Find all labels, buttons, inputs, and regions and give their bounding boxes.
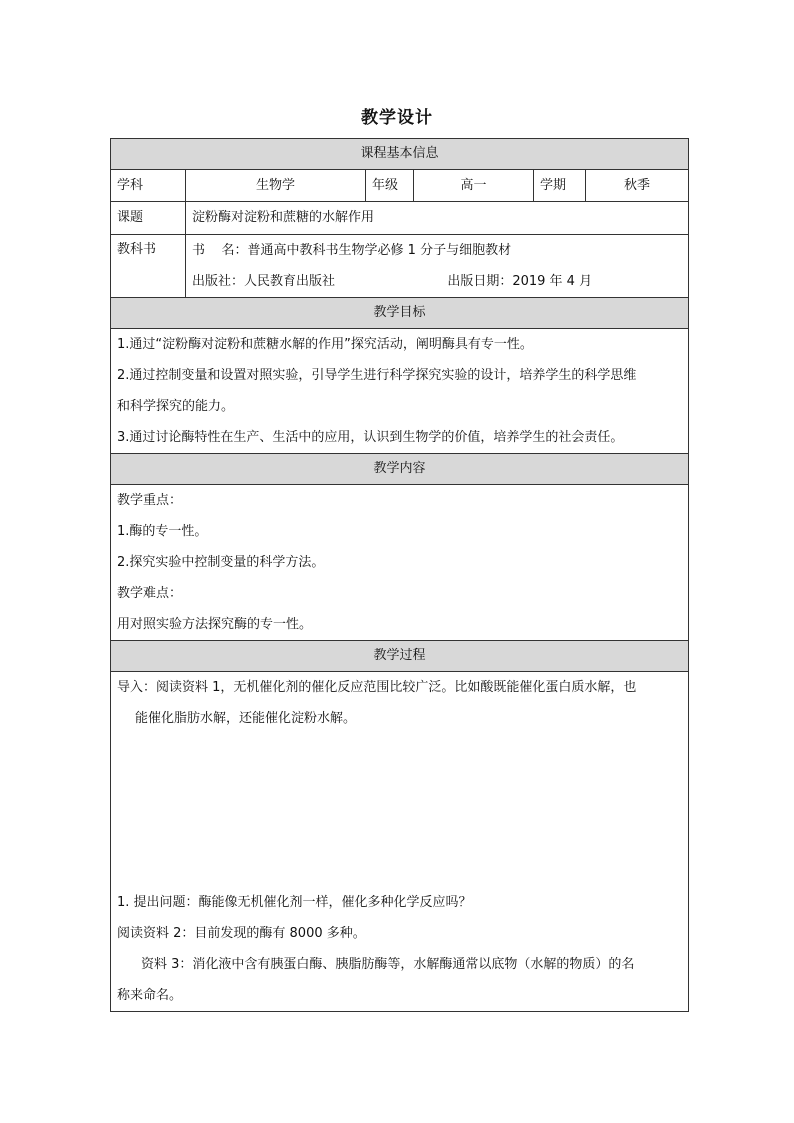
content-item: 2.探究实验中控制变量的科学方法。: [117, 555, 325, 570]
topic-value: 淀粉酶对淀粉和蔗糖的水解作用: [186, 202, 689, 235]
section-header-objectives: 教学目标: [111, 298, 689, 329]
process-material-3: 资料 3：消化液中含有胰蛋白酶、胰脂肪酶等，水解酶通常以底物（水解的物质）的名: [141, 957, 635, 972]
topic-label: 课题: [111, 202, 186, 235]
content-item: 教学难点：: [117, 586, 183, 601]
publisher-label: 出版社：: [192, 274, 245, 289]
objective-item: 和科学探究的能力。: [117, 399, 235, 414]
content-item: 用对照实验方法探究酶的专一性。: [117, 617, 313, 632]
objective-item: 1.通过“淀粉酶对淀粉和蔗糖水解的作用”探究活动，阐明酶具有专一性。: [117, 337, 533, 352]
grade-label: 年级: [366, 170, 414, 202]
pub-date-label: 出版日期：: [447, 274, 513, 289]
publisher-row: [192, 266, 682, 297]
subject-value: 生物学: [186, 170, 366, 202]
book-name-value: 普通高中教科书生物学必修 1 分子与细胞教材: [247, 243, 512, 258]
process-intro: 导入：阅读资料 1，无机催化剂的催化反应范围比较广泛。比如酸既能催化蛋白质水解，也: [117, 680, 637, 695]
process-material-2: 阅读资料 2：目前发现的酶有 8000 多种。: [117, 926, 366, 941]
process-cell: [111, 672, 689, 1012]
pub-date-value: 2019 年 4 月: [512, 274, 593, 289]
content-cell: [111, 485, 689, 641]
process-blank-space: [117, 734, 682, 887]
subject-label: 学科: [111, 170, 186, 202]
term-label: 学期: [534, 170, 586, 202]
objectives-cell: [111, 329, 689, 454]
grade-value: 高一: [414, 170, 534, 202]
textbook-label: 教科书: [111, 235, 186, 298]
section-header-content: 教学内容: [111, 454, 689, 485]
objective-item: 2.通过控制变量和设置对照实验，引导学生进行科学探究实验的设计，培养学生的科学思维: [117, 368, 637, 383]
content-item: 1.酶的专一性。: [117, 524, 208, 539]
book-name-label: 书 名：: [192, 243, 248, 258]
document-title: 教学设计: [361, 108, 433, 128]
section-header-process: 教学过程: [111, 641, 689, 672]
process-material-3-continued: 称来命名。: [117, 988, 183, 1003]
textbook-info: [186, 235, 689, 298]
process-intro-continued: 能催化脂肪水解，还能催化淀粉水解。: [135, 711, 357, 726]
objective-item: 3.通过讨论酶特性在生产、生活中的应用，认识到生物学的价值，培养学生的社会责任。: [117, 430, 624, 445]
lesson-plan-table: [110, 138, 689, 1012]
process-question: 1. 提出问题：酶能像无机催化剂一样，催化多种化学反应吗？: [117, 895, 472, 910]
publisher-value: 人民教育出版社: [244, 274, 336, 289]
book-name-row: [192, 235, 682, 266]
term-value: 秋季: [586, 170, 689, 202]
section-header-basic-info: 课程基本信息: [111, 139, 689, 170]
content-item: 教学重点：: [117, 493, 183, 508]
